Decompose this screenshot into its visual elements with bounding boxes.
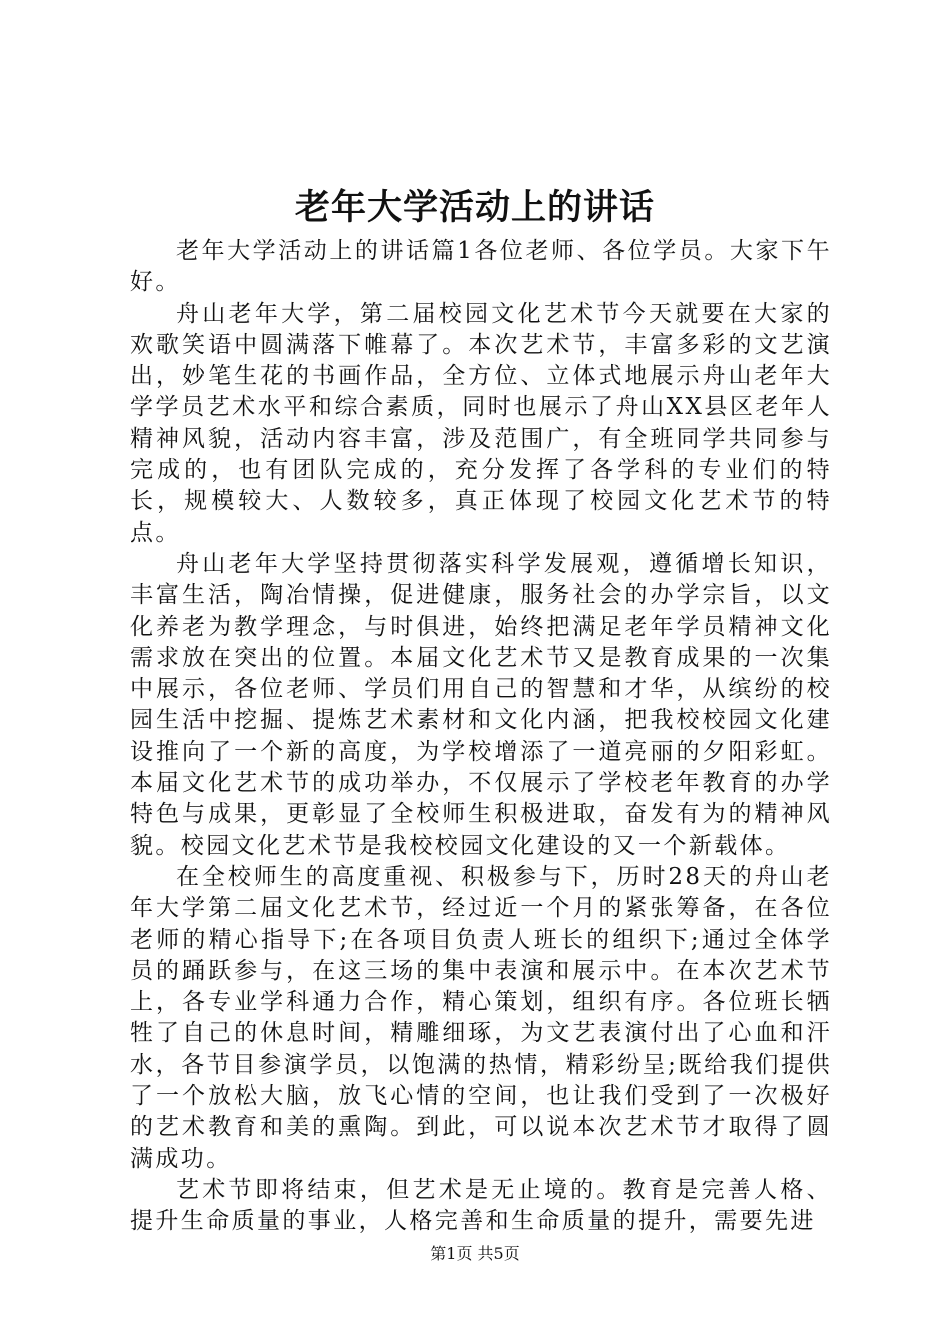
paragraph: 老年大学活动上的讲话篇1各位老师、各位学员。大家下午好。: [130, 238, 832, 296]
paragraph: 舟山老年大学，第二届校园文化艺术节今天就要在大家的欢歌笑语中圆满落下帷幕了。本次艺术节，丰富多彩的文艺演出，妙笔生花的书画作品，全方位、立体式地展示舟山老年大学学员艺术水平和综合素质，同时也展示了舟山XX县区老年人精神风貌，活动内容丰富，涉及范围广，有全班同学共同参与完成的，也有团队完成的，充分发挥了各学科的专业们的特长，规模较大、人数较多，真正体现了校园文化艺术节的特点。: [130, 300, 832, 546]
paragraph: 艺术节即将结束，但艺术是无止境的。教育是完善人格、提升生命质量的事业，人格完善和生命质量的提升，需要先进: [130, 1176, 832, 1235]
paragraph: 在全校师生的高度重视、积极参与下，历时28天的舟山老年大学第二届文化艺术节，经过近一个月的紧张筹备，在各位老师的精心指导下;在各项目负责人班长的组织下;通过全体学员的踊跃参与，在这三场的集中表演和展示中。在本次艺术节上，各专业学科通力合作，精心策划，组织有序。各位班长牺牲了自己的休息时间，精雕细琢，为文艺表演付出了心血和汗水，各节目参演学员，以饱满的热情，精彩纷呈;既给我们提供了一个放松大脑，放飞心情的空间，也让我们受到了一次极好的艺术教育和美的熏陶。到此，可以说本次艺术节才取得了圆满成功。: [130, 863, 832, 1172]
document-body: [130, 236, 832, 1238]
paragraph: 舟山老年大学坚持贯彻落实科学发展观，遵循增长知识，丰富生活，陶冶情操，促进健康，服务社会的办学宗旨，以文化养老为教学理念，与时俱进，始终把满足老年学员精神文化需求放在突出的位置。本届文化艺术节又是教育成果的一次集中展示，各位老师、学员们用自己的智慧和才华，从缤纷的校园生活中挖掘、提炼艺术素材和文化内涵，把我校校园文化建设推向了一个新的高度，为学校增添了一道亮丽的夕阳彩虹。本届文化艺术节的成功举办，不仅展示了学校老年教育的办学特色与成果，更彰显了全校师生积极进取，奋发有为的精神风貌。校园文化艺术节是我校校园文化建设的又一个新载体。: [130, 550, 832, 859]
document-title: 老年大学活动上的讲话: [294, 187, 655, 228]
page-number-footer: 第1页 共5页: [430, 1244, 520, 1263]
